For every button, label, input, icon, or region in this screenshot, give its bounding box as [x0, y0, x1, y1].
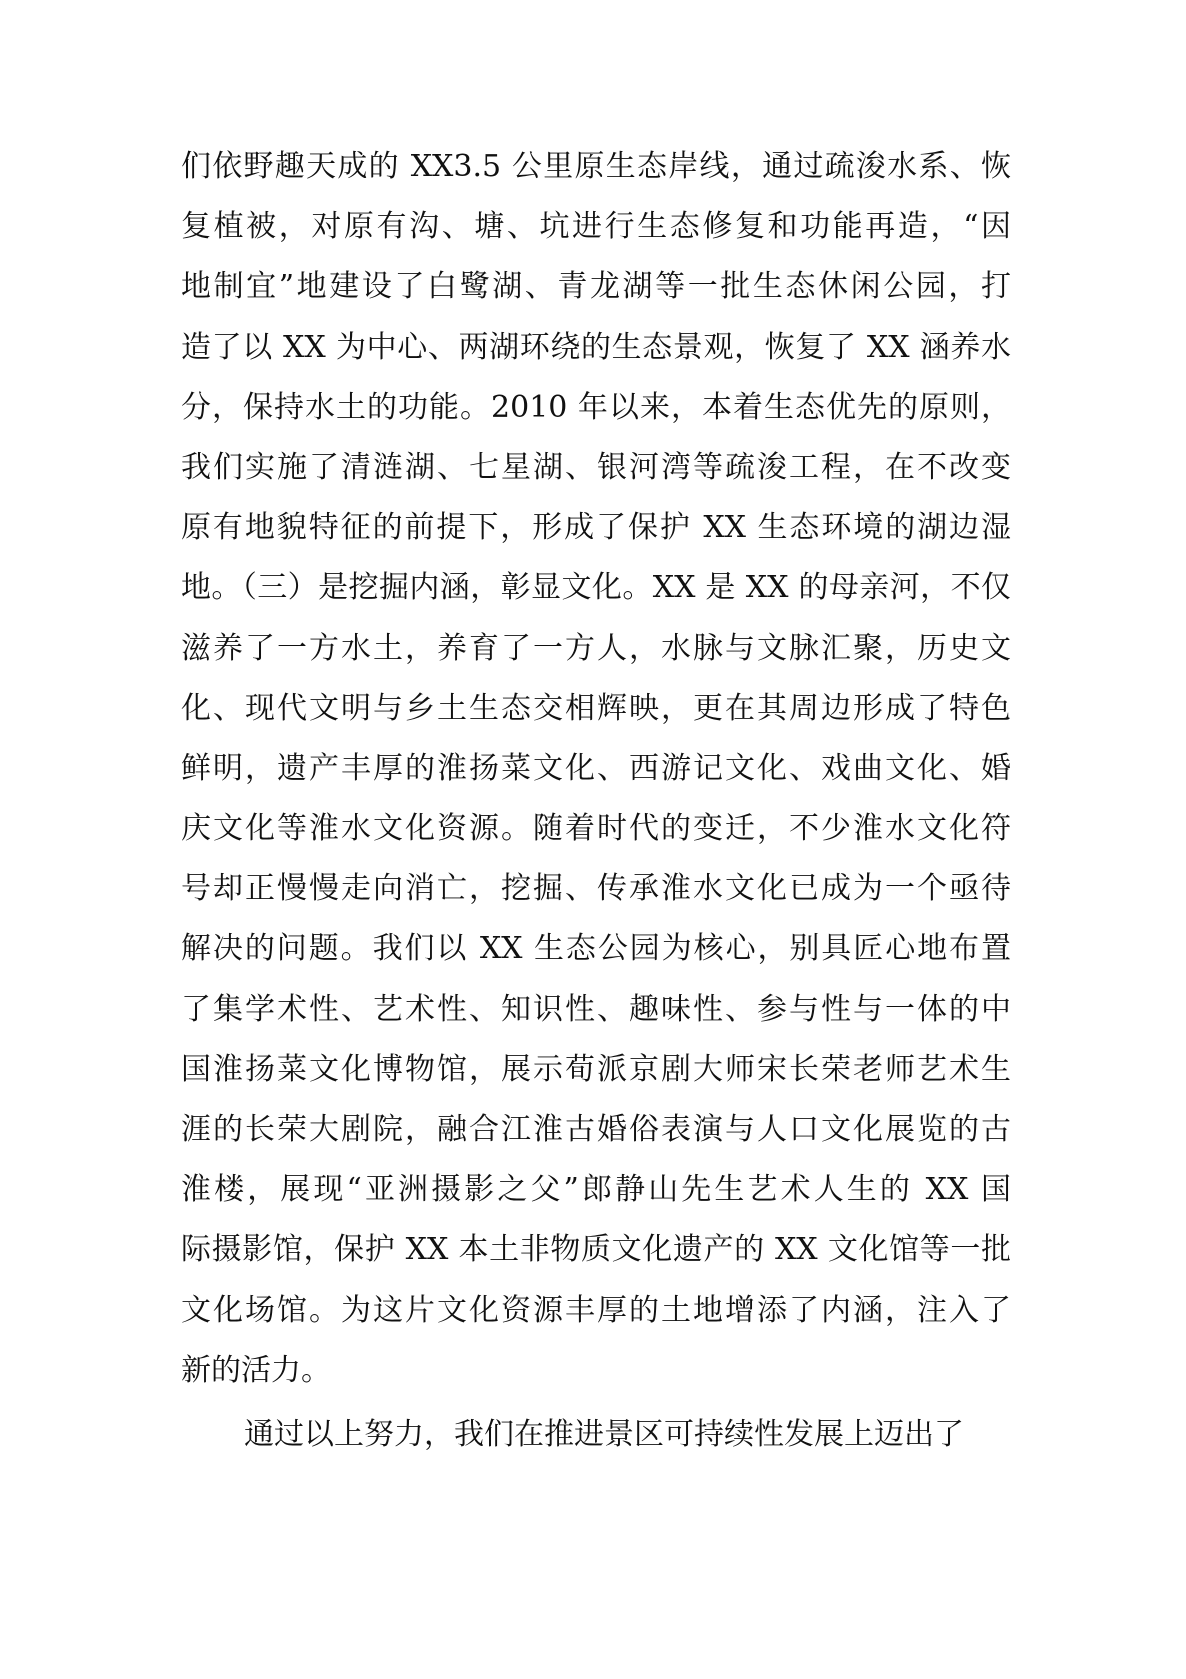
text-line: 涯的长荣大剧院，融合江淮古婚俗表演与人口文化展览的古: [181, 1112, 1011, 1147]
text-line: 鲜明，遗产丰厚的淮扬菜文化、西游记文化、戏曲文化、婚: [181, 750, 1011, 786]
text-line: 国淮扬菜文化博物馆，展示荀派京剧大师宋长荣老师艺术生: [181, 1051, 1011, 1087]
text-line: 庆文化等淮水文化资源。随着时代的变迁，不少淮水文化符: [181, 811, 1011, 847]
text-line: 了集学术性、艺术性、知识性、趣味性、参与性与一体的中: [181, 991, 1011, 1027]
text-line: 际摄影馆，保护 XX 本土非物质文化遗产的 XX 文化馆等一批: [181, 1232, 1011, 1268]
text-line: 原有地貌特征的前提下，形成了保护 XX 生态环境的湖边湿: [181, 510, 1011, 546]
paragraph-2: [181, 1405, 1011, 1465]
text-line: 们依野趣天成的 XX3.5 公里原生态岸线，通过疏浚水系、恢: [181, 149, 1011, 184]
text-line: 我们实施了清涟湖、七星湖、银河湾等疏浚工程，在不改变: [181, 449, 1011, 485]
document-body: [181, 137, 1011, 1465]
text-line: 号却正慢慢走向消亡，挖掘、传承淮水文化已成为一个亟待: [181, 871, 1011, 907]
text-line: 文化场馆。为这片文化资源丰厚的土地增添了内涵，注入了: [181, 1292, 1011, 1328]
text-line: 化、现代文明与乡土生态交相辉映，更在其周边形成了特色: [181, 690, 1011, 726]
text-line: 解决的问题。我们以 XX 生态公园为核心，别具匠心地布置: [181, 931, 1011, 967]
text-line: 滋养了一方水土，养育了一方人，水脉与文脉汇聚，历史文: [181, 630, 1011, 666]
text-line: 通过以上努力，我们在推进景区可持续性发展上迈出了: [244, 1416, 964, 1452]
text-line: 分，保持水土的功能。2010 年以来，本着生态优先的原则，: [181, 389, 1011, 425]
text-line: 淮楼，展现“亚洲摄影之父”郎静山先生艺术人生的 XX 国: [181, 1172, 1011, 1208]
text-line: 复植被，对原有沟、塘、坑进行生态修复和功能再造，“因: [181, 209, 1011, 245]
text-line: 造了以 XX 为中心、两湖环绕的生态景观，恢复了 XX 涵养水: [181, 329, 1011, 365]
paragraph-1: [181, 137, 1011, 1401]
text-line: 地制宜”地建设了白鹭湖、青龙湖等一批生态休闲公园，打: [181, 269, 1011, 305]
text-line: 新的活力。: [181, 1352, 331, 1388]
text-line: 地。（三）是挖掘内涵，彰显文化。XX 是 XX 的母亲河，不仅: [181, 570, 1011, 606]
